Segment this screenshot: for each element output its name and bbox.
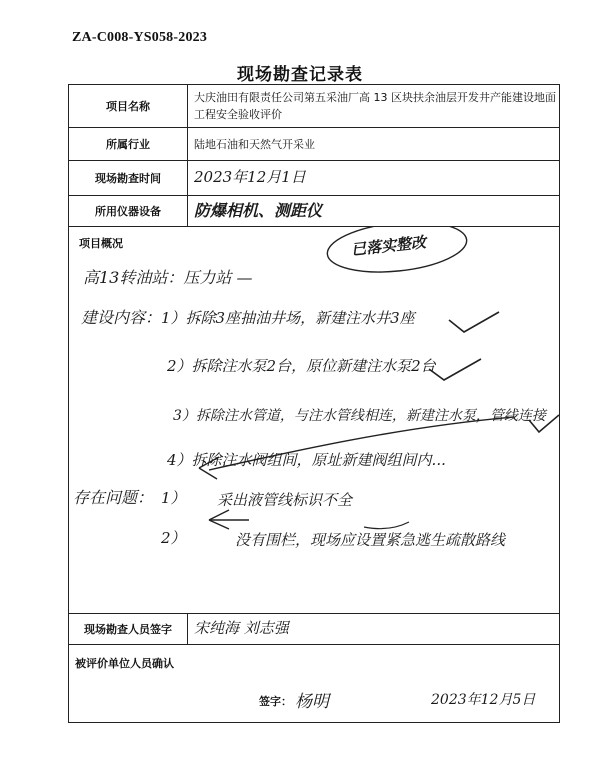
- page-title: 现场勘查记录表: [237, 65, 363, 85]
- row-overview: [69, 227, 560, 614]
- industry-value: 陆地石油和天然气开采业: [188, 128, 560, 161]
- instruments-value: 防爆相机、测距仪: [194, 200, 323, 220]
- unit-confirm-cell: [69, 644, 560, 722]
- row-industry: [69, 128, 560, 161]
- issue-1-number: 1）: [161, 489, 186, 508]
- overview-line-pipeline: 高13转油站：压力站 —: [83, 268, 253, 288]
- check-mark-1: [449, 312, 499, 332]
- sign-date: 2023年12月5日: [431, 691, 536, 708]
- underline-stroke: [364, 522, 409, 529]
- row-survey-time: [69, 161, 560, 196]
- stamp-note: 已落实整改: [350, 233, 427, 260]
- signer-name: 杨明: [295, 691, 329, 712]
- inspector-label: 现场勘查人员签字: [69, 613, 188, 644]
- overview-cell: [69, 227, 560, 614]
- construction-item-4: 4）拆除注水阀组间，原址新建阀组间内...: [167, 451, 446, 470]
- industry-label: 所属行业: [69, 128, 188, 161]
- project-name-label: 项目名称: [69, 85, 188, 128]
- inspector-names: 宋纯海 刘志强: [194, 618, 289, 637]
- issue-1-text: 采出液管线标识不全: [217, 491, 353, 510]
- row-instruments: [69, 196, 560, 227]
- instruments-label: 所用仪器设备: [69, 196, 188, 227]
- row-project-name: [69, 85, 560, 128]
- survey-time-value: 2023年12月1日: [194, 168, 306, 187]
- issues-label: 存在问题：: [73, 488, 154, 508]
- sign-label: 签字：: [259, 694, 292, 708]
- construction-item-1: 1）拆除3座抽油井场，新建注水井3座: [161, 309, 415, 328]
- row-inspector-signature: [69, 613, 560, 644]
- survey-record-table: [68, 84, 560, 723]
- unit-confirm-label: 被评价单位人员确认: [75, 656, 174, 670]
- document-number: ZA-C008-YS058-2023: [72, 30, 208, 45]
- row-unit-confirmation: [69, 644, 560, 722]
- construction-item-3: 3）拆除注水管道，与注水管线相连，新建注水泵，管线连接: [173, 408, 546, 425]
- project-name-value: 大庆油田有限责任公司第五采油厂高 13 区块扶余油层开发井产能建设地面工程安全验收评价: [188, 85, 560, 128]
- survey-time-label: 现场勘查时间: [69, 161, 188, 196]
- check-mark-2: [429, 359, 481, 380]
- construction-label: 建设内容：: [81, 308, 162, 328]
- construction-item-2: 2）拆除注水泵2台，原位新建注水泵2台: [167, 357, 436, 376]
- overview-label: 项目概况: [79, 237, 123, 251]
- issue-2-text: 没有围栏，现场应设置紧急逃生疏散路线: [235, 531, 506, 550]
- issue-2-number: 2）: [161, 529, 186, 548]
